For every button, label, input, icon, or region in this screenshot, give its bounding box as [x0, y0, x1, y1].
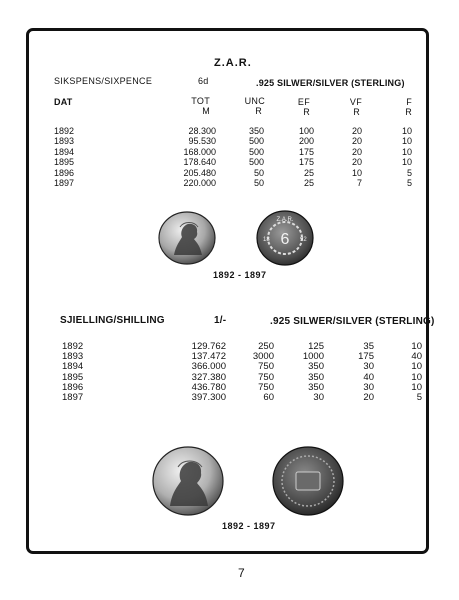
coin-value-center: 6	[280, 231, 290, 248]
f-cell: 40	[411, 351, 422, 363]
col-vf: VF	[349, 97, 362, 107]
ef-cell: 350	[308, 381, 324, 393]
year-cell: 1892	[62, 341, 84, 352]
vf-cell: 20	[351, 126, 362, 136]
year-cell: 1896	[54, 167, 75, 178]
ef-cell: 25	[303, 167, 314, 178]
sixpence-reverse-coin	[256, 210, 314, 266]
page-frame	[26, 28, 429, 554]
col-unc: UNC	[244, 96, 265, 106]
coin-legend-right: 92	[300, 237, 307, 243]
shilling-denomination: 1/-	[214, 315, 227, 326]
unc-cell: 500	[248, 146, 264, 157]
f-cell: 5	[406, 177, 412, 188]
year-cell: 1897	[54, 177, 75, 188]
vf-cell: 175	[358, 351, 374, 363]
vf-cell: 35	[363, 341, 374, 352]
tot-cell: 178.640	[183, 157, 216, 168]
year-cell: 1895	[54, 157, 75, 168]
ef-cell: 1000	[302, 351, 324, 363]
f-cell: 10	[401, 126, 412, 136]
table-row	[54, 178, 414, 188]
tot-cell: 366.000	[191, 361, 226, 373]
col-tot: TOT	[191, 96, 210, 106]
shilling-obverse-coin	[152, 446, 224, 516]
unc-cell: 350	[248, 126, 264, 136]
col-tot-unit: M	[202, 106, 210, 116]
table-row	[54, 157, 414, 167]
unc-cell: 750	[258, 361, 274, 373]
unc-cell: 750	[258, 371, 274, 383]
vf-cell: 7	[356, 177, 362, 188]
vf-cell: 30	[363, 361, 374, 373]
coin-legend-left: 18	[263, 237, 270, 243]
ef-cell: 25	[303, 177, 314, 188]
sixpence-denomination: 6d	[198, 76, 209, 86]
col-f-unit: R	[405, 107, 412, 117]
tot-cell: 28.300	[188, 126, 216, 136]
table-row	[62, 393, 422, 403]
col-f: F	[406, 97, 412, 107]
sixpence-obverse-coin	[158, 211, 216, 265]
unc-cell: 500	[248, 136, 264, 147]
vf-cell: 20	[363, 391, 374, 403]
f-cell: 10	[401, 136, 412, 147]
tot-cell: 168.000	[183, 146, 216, 157]
unc-cell: 50	[253, 177, 264, 188]
tot-cell: 95.530	[188, 136, 216, 147]
col-ef-unit: R	[303, 107, 310, 117]
tot-cell: 436.780	[191, 381, 226, 393]
f-cell: 10	[411, 371, 422, 383]
tot-cell: 327.380	[191, 371, 226, 383]
ef-cell: 175	[298, 157, 314, 168]
vf-cell: 10	[351, 167, 362, 178]
ef-cell: 30	[313, 391, 324, 403]
col-unc-unit: R	[255, 106, 262, 116]
table-row	[54, 126, 414, 136]
page-title: Z.A.R.	[214, 57, 252, 69]
tot-cell: 129.762	[191, 341, 226, 352]
tot-cell: 220.000	[183, 177, 216, 188]
f-cell: 10	[401, 146, 412, 157]
ef-cell: 350	[308, 371, 324, 383]
col-ef: EF	[297, 97, 310, 107]
tot-cell: 397.300	[191, 391, 226, 403]
table-row	[54, 168, 414, 178]
year-cell: 1896	[62, 381, 84, 393]
sixpence-table	[54, 126, 414, 188]
f-cell: 10	[401, 157, 412, 168]
vf-cell: 20	[351, 157, 362, 168]
unc-cell: 500	[248, 157, 264, 168]
ef-cell: 350	[308, 361, 324, 373]
f-cell: 10	[411, 341, 422, 352]
shilling-table	[62, 342, 422, 403]
f-cell: 5	[406, 167, 412, 178]
year-cell: 1892	[54, 126, 75, 136]
unc-cell: 50	[253, 167, 264, 178]
col-date: DAT	[54, 97, 73, 107]
year-cell: 1894	[54, 146, 75, 157]
unc-cell: 750	[258, 381, 274, 393]
f-cell: 10	[411, 381, 422, 393]
sixpence-name: SIKSPENS/SIXPENCE	[54, 76, 153, 86]
shilling-reverse-coin	[272, 446, 344, 516]
unc-cell: 60	[263, 391, 274, 403]
ef-cell: 100	[298, 126, 314, 136]
year-cell: 1893	[54, 136, 75, 147]
col-vf-unit: R	[353, 107, 360, 117]
shilling-caption: 1892 - 1897	[222, 521, 276, 531]
shilling-metal: .925 SILWER/SILVER (STERLING)	[270, 316, 435, 327]
year-cell: 1897	[62, 391, 84, 403]
shilling-name: SJIELLING/SHILLING	[60, 315, 165, 326]
unc-cell: 3000	[252, 351, 274, 363]
ef-cell: 200	[298, 136, 314, 147]
tot-cell: 205.480	[183, 167, 216, 178]
sixpence-caption: 1892 - 1897	[213, 270, 267, 280]
coin-legend-top: Z.A.R.	[276, 217, 294, 223]
table-row	[54, 147, 414, 157]
tot-cell: 137.472	[191, 351, 226, 363]
year-cell: 1894	[62, 361, 84, 373]
page-number: 7	[238, 566, 245, 580]
vf-cell: 20	[351, 136, 362, 147]
ef-cell: 125	[308, 341, 324, 352]
vf-cell: 40	[363, 371, 374, 383]
f-cell: 10	[411, 361, 422, 373]
vf-cell: 20	[351, 146, 362, 157]
ef-cell: 175	[298, 146, 314, 157]
f-cell: 5	[416, 391, 422, 403]
table-row	[54, 136, 414, 146]
vf-cell: 30	[363, 381, 374, 393]
unc-cell: 250	[258, 341, 274, 352]
year-cell: 1895	[62, 371, 84, 383]
year-cell: 1893	[62, 351, 84, 363]
sixpence-metal: .925 SILWER/SILVER (STERLING)	[256, 78, 405, 88]
